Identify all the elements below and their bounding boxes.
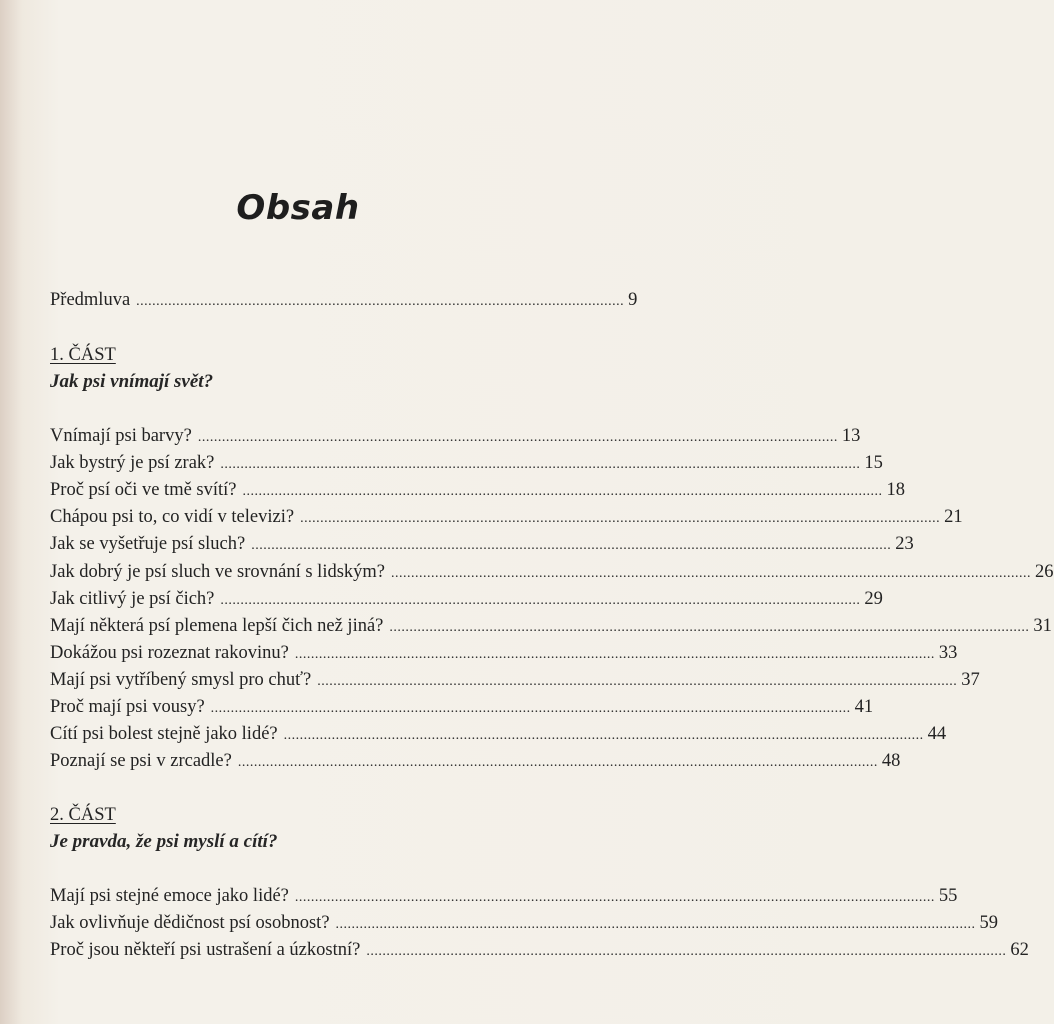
toc-entry-page: 44 <box>927 724 947 745</box>
toc-entry <box>50 587 883 613</box>
toc-entry <box>50 668 980 694</box>
dot-leader: ................................................................................................................................................................ <box>391 565 1032 581</box>
dot-leader: ................................................................................................................................................................ <box>220 457 861 473</box>
toc-entry <box>50 911 999 937</box>
toc-entry-page: 9 <box>628 290 638 310</box>
toc-entry-label: Mají psi vytříbený smysl pro chuť? <box>50 669 312 690</box>
toc-entry-label: Dokážou psi rozeznat rakovinu? <box>50 642 289 663</box>
toc-entry-page: 59 <box>979 913 999 934</box>
dot-leader: ................................................................................................................................................................ <box>283 728 924 744</box>
toc-entry <box>50 478 906 504</box>
toc-entry <box>50 614 1052 640</box>
toc-entry-page: 23 <box>895 534 914 555</box>
toc-entry-page: 18 <box>886 480 906 501</box>
toc-entry-page: 41 <box>854 697 874 717</box>
dot-leader: ................................................................................................................................................................ <box>210 701 851 716</box>
dot-leader: ................................................................................................................................................................ <box>197 430 838 445</box>
toc-entry-page: 62 <box>1010 940 1029 961</box>
part-title: Jak psi vnímají svět? <box>50 371 214 392</box>
toc-entry-page: 29 <box>864 588 883 609</box>
toc-entry-label: Jak se vyšetřuje psí sluch? <box>50 534 246 555</box>
toc-entry <box>50 722 947 748</box>
dot-leader: ................................................................................................................................................................ <box>220 592 861 608</box>
toc-entry-page: 31 <box>1033 615 1052 636</box>
toc-entry-page: 55 <box>938 886 958 906</box>
toc-entry-preface <box>50 288 638 314</box>
toc-entry-page: 37 <box>961 669 980 690</box>
toc-entry <box>50 938 1029 964</box>
dot-leader: ................................................................................................................................................................ <box>366 944 1007 960</box>
toc-entry-label: Jak citlivý je psí čich? <box>50 588 215 609</box>
toc-entry-page: 48 <box>881 751 901 772</box>
dot-leader: ................................................................................................................................................................ <box>300 511 941 527</box>
dot-leader: .......................................................................................................................... <box>136 294 625 309</box>
toc-entry-label: Mají některá psí plemena lepší čich než jiná? <box>50 615 384 636</box>
toc-entry-label: Mají psi stejné emoce jako lidé? <box>50 886 289 906</box>
dot-leader: ................................................................................................................................................................ <box>335 917 976 933</box>
toc-entry-page: 33 <box>938 642 958 663</box>
toc-entry-label: Jak bystrý je psí zrak? <box>50 453 215 474</box>
toc-entry-label: Předmluva <box>50 290 131 310</box>
part-title: Je pravda, že psi myslí a cítí? <box>50 831 278 852</box>
toc-entry <box>50 749 901 775</box>
toc-entry-label: Jak dobrý je psí sluch ve srovnání s lidským? <box>50 561 386 582</box>
dot-leader: ................................................................................................................................................................ <box>237 755 878 771</box>
toc-entry-label: Proč jsou někteří psi ustrašení a úzkostní? <box>50 940 361 961</box>
dot-leader: ................................................................................................................................................................ <box>294 890 935 905</box>
toc-entry-page: 15 <box>864 453 883 474</box>
part-label: 2. ČÁST <box>50 805 116 825</box>
dot-leader: ................................................................................................................................................................ <box>317 673 958 689</box>
toc-entry <box>50 695 874 721</box>
dot-leader: ................................................................................................................................................................ <box>242 484 883 500</box>
toc-entry-page: 13 <box>841 426 861 446</box>
toc-entry <box>50 532 914 558</box>
toc-entry-page: 21 <box>944 507 963 528</box>
toc-entry-label: Chápou psi to, co vidí v televizi? <box>50 507 295 528</box>
toc-entry-label: Vnímají psi barvy? <box>50 426 192 446</box>
toc-entry-label: Proč mají psi vousy? <box>50 697 205 717</box>
dot-leader: ................................................................................................................................................................ <box>389 619 1030 635</box>
part-label: 1. ČÁST <box>50 345 116 365</box>
toc-entry <box>50 424 861 450</box>
toc-entry-label: Poznají se psi v zrcadle? <box>50 751 232 772</box>
toc-entry <box>50 641 958 667</box>
toc-entry-label: Cítí psi bolest stejně jako lidé? <box>50 724 278 745</box>
toc-entry <box>50 560 1054 586</box>
toc-entry <box>50 505 963 531</box>
toc-entry <box>50 884 958 910</box>
dot-leader: ................................................................................................................................................................ <box>294 646 935 662</box>
toc-entry-label: Proč psí oči ve tmě svítí? <box>50 480 237 501</box>
page-title: Obsah <box>236 188 360 228</box>
toc-entry-label: Jak ovlivňuje dědičnost psí osobnost? <box>50 913 330 934</box>
dot-leader: ................................................................................................................................................................ <box>251 538 892 554</box>
toc-entry <box>50 451 883 477</box>
toc-entry-page: 26 <box>1035 561 1054 582</box>
